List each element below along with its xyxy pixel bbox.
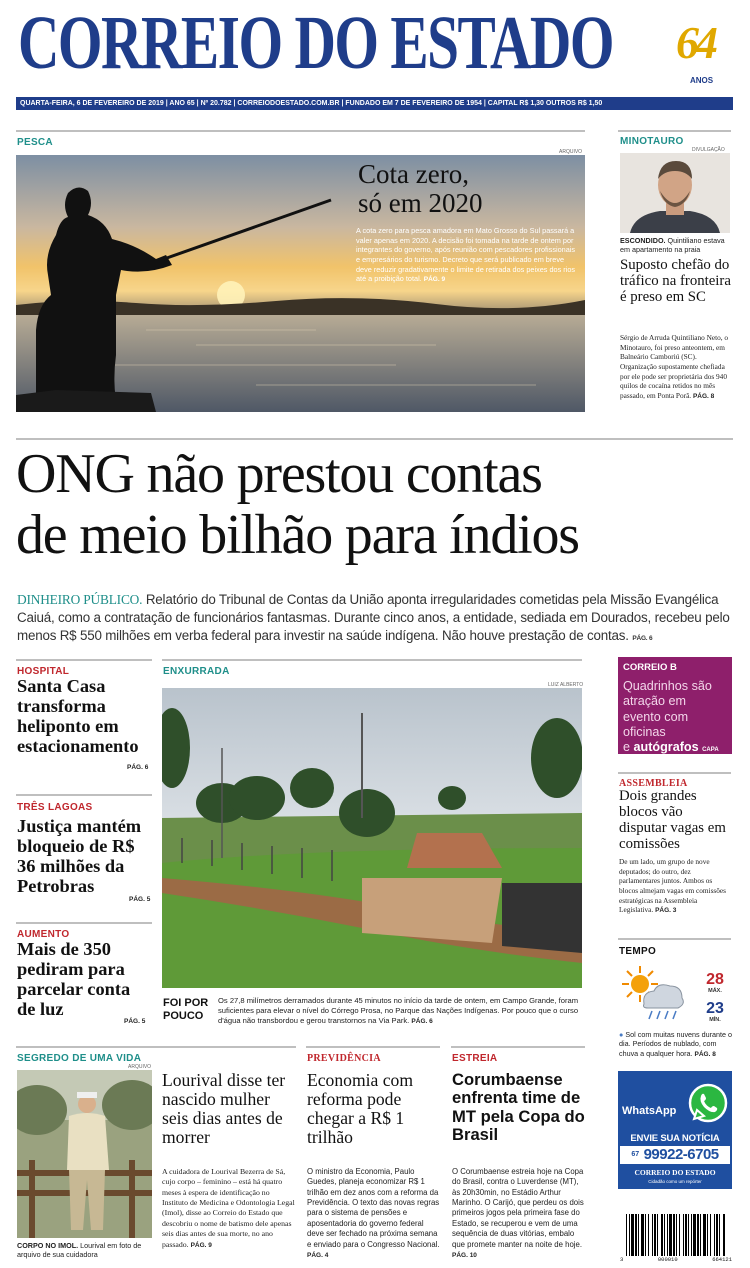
whatsapp-number: $^{67}$ 99922-6705 [620,1146,730,1164]
section-minotauro: MINOTAURO [620,136,684,147]
correio-b-page: CAPA [702,747,719,754]
section-estreia: ESTREIA [452,1053,498,1064]
whatsapp-brand: WhatsApp [622,1105,677,1117]
hospital-page: PÁG. 6 [127,764,149,771]
previdencia-page: PÁG. 4 [307,1251,329,1259]
section-hospital: HOSPITAL [17,666,70,677]
enxurrada-caption: Os 27,8 milímetros derramados durante 45 minutos no início da tarde de ontem, em Campo Grande, foram suficientes para elevar o nível do Córrego Prosa, no Parque das Nações Indígenas. Por pouco que o curso d'água não transbordou e gerou transtornos na Via Park. PÁG. 6 [218,996,579,1026]
aumento-headline[interactable]: Mais de 350 pediram para parcelar conta de luz [17,939,131,1019]
segredo-caption: CORPO NO IMOL. Lourival em foto de arquivo de sua cuidadora [17,1241,142,1260]
previdencia-headline[interactable]: Economia com reforma pode chegar a R$ 1 trilhão [307,1070,414,1147]
dateline-price: CAPITAL R$ 1,30 OUTROS R$ 1,50 [487,100,603,107]
correio-b-box[interactable] [618,657,732,754]
section-aumento: AUMENTO [17,929,70,940]
enxurrada-label: FOI POR POUCO [163,997,209,1023]
tres-lagoas-page: PÁG. 5 [129,896,151,903]
minotauro-headline[interactable]: Suposto chefão do tráfico na fronteira é preso em SC [620,257,731,305]
pesca-page: PÁG. 9 [423,276,446,284]
section-tres-lagoas: TRÊS LAGOAS [17,802,93,813]
minotauro-page: PÁG. 8 [692,392,715,400]
section-assembleia: ASSEMBLEIA [619,778,688,789]
correio-b-text: Quadrinhos são atração em evento com oficinas e autógrafos CAPA [623,679,719,755]
dateline-founded: FUNDADO EM 7 DE FEVEREIRO DE 1954 [345,100,482,107]
temp-max: 28 MÁX. [706,971,724,994]
barcode-digits-mid: 000010 [657,1256,678,1263]
segredo-photo-credit: ARQUIVO [128,1064,152,1070]
enxurrada-photo-credit: LUIZ ALBERTO [548,682,584,688]
estreia-body: O Corumbaense estreia hoje na Copa do Brasil, contra o Luverdense (MT), às 20h30min, no Estádio Arthur Marinho. O Carijó, que perdeu os dois primeiros jogos pela primeira fase do Estado, se recuperou e vem de uma sequência de duas vitórias, embalo que promete manter na noite de hoje. PÁG. 10 [452,1167,584,1259]
section-segredo: SEGREDO DE UMA VIDA [17,1053,142,1064]
dateline-date: QUARTA-FEIRA, 6 DE FEVEREIRO DE 2019 [20,100,164,107]
enxurrada-photo [162,688,582,988]
anniversary-number: 64 [676,17,714,68]
enxurrada-page: PÁG. 6 [411,1018,433,1026]
minotauro-photo-credit: DIVULGAÇÃO [692,147,725,153]
minotauro-caption: ESCONDIDO. Quintiliano estava em apartamento na praia [620,236,725,255]
barcode [620,1212,732,1264]
whatsapp-icon [688,1083,728,1123]
whatsapp-footer: CORREIO DO ESTADO [634,1168,716,1177]
section-tempo: TEMPO [619,946,657,957]
tempo-text: ● Sol com muitas nuvens durante o dia. Períodos de nublado, com chuva a qualquer hora. PÁG. 8 [619,1030,733,1058]
dateline-bar: QUARTA-FEIRA, 6 DE FEVEREIRO DE 2019 | ANO 65 | Nº 20.782 | CORREIODOESTADO.COM.BR | FUNDADO EM 7 DE FEVEREIRO DE 1954 | CAPITAL R$ 1,30 OUTROS R$ 1,50 [16,97,733,110]
dateline-year: ANO 65 [169,100,195,107]
segredo-body: A cuidadora de Lourival Bezerra de Sá, cujo corpo – feminino – está há quatro meses à espera de identificação no Instituto de Medicina e Odontologia Legal (Imol), disse ao Correio do Estado que descobriu o nome de batismo dele apenas seis dias antes de sua morte, no ano passado. PÁG. 9 [162,1167,295,1249]
estreia-headline[interactable]: Corumbaense enfrenta time de MT pela Copa do Brasil [452,1070,585,1144]
tres-lagoas-headline[interactable]: Justiça mantém bloqueio de R$ 36 milhões da Petrobras [17,816,142,896]
section-enxurrada: ENXURRADA [163,666,230,677]
barcode-digits-right: 664121 [712,1256,732,1263]
section-pesca: PESCA [17,137,53,148]
minotauro-photo [620,153,730,233]
anniversary-word: ANOS [690,76,714,85]
anniversary-logo [676,18,736,90]
pesca-photo-credit: ARQUIVO [559,149,583,155]
estreia-page: PÁG. 10 [452,1251,477,1259]
whatsapp-footer-small: Cidadão como um repórter [648,1179,702,1184]
weather-icon [620,964,686,1024]
main-page: PÁG. 6 [632,634,653,642]
barcode-digits-left: 3 [620,1256,624,1263]
main-kicker: DINHEIRO PÚBLICO. [17,592,143,607]
section-previdencia: PREVIDÊNCIA [307,1053,381,1064]
pesca-headline[interactable]: Cota zero, só em 2020 [358,159,483,219]
assembleia-body: De um lado, um grupo de nove deputados; do outro, dez parlamentares juntos. Ambos os blocos almejam vagas em comissões estratégicas na Assembleia Legislativa. PÁG. 3 [619,857,726,915]
segredo-photo [17,1070,152,1238]
dateline-site[interactable]: CORREIODOESTADO.COM.BR [237,100,340,107]
section-correio-b: CORREIO B [623,662,677,673]
tempo-page: PÁG. 8 [694,1050,716,1058]
previdencia-body: O ministro da Economia, Paulo Guedes, planeja economizar R$ 1 trilhão em dez anos com a reforma da Previdência. O texto das novas regras para o sistema de pensões e aposentadoria do governo federal deve ser fechado na próxima semana e enviado para o Congresso Nacional. PÁG. 4 [307,1167,440,1259]
segredo-headline[interactable]: Lourival disse ter nascido mulher seis dias antes de morrer [162,1070,286,1147]
minotauro-body: Sérgio de Arruda Quintiliano Neto, o Minotauro, foi preso anteontem, em Balneário Camboriú (SC). Organização supostamente chefiada por ele pode ser proprietária dos 940 quilos de cocaína retidos no mês passado, em Ponta Porã. PÁG. 8 [620,333,729,400]
dateline-issue: Nº 20.782 [200,100,232,107]
masthead-title: CORREIO DO ESTADO [18,1,613,85]
main-headline[interactable]: ONG não prestou contas de meio bilhão para índios [16,443,579,567]
aumento-page: PÁG. 5 [124,1018,146,1025]
segredo-page: PÁG. 9 [190,1241,212,1249]
temp-min: 23 MÍN. [706,1000,724,1023]
assembleia-headline[interactable]: Dois grandes blocos vão disputar vagas em comissões [619,788,726,852]
assembleia-page: PÁG. 3 [655,907,677,915]
whatsapp-cta: ENVIE SUA NOTÍCIA [630,1133,720,1144]
pesca-body: A cota zero para pesca amadora em Mato Grosso do Sul passará a valer apenas em 2020. A decisão foi tomada na tarde de ontem por integrantes do governo, após reunião com pescadores profissionais e empresários do turismo. Decreto que será publicado em breve deve reduzir gradativamente o limite de retirada dos peixes dos rios até a proibição total. PÁG. 9 [356,226,576,284]
main-lead: DINHEIRO PÚBLICO. Relatório do Tribunal de Contas da União aponta irregularidades cometidas pela Missão Evangélica Caiuá, como a contratação de funcionários fantasmas. Durante cinco anos, a entidade, sediada em Dourados, recebeu pelo menos R$ 550 milhões em verba federal para investir na saúde indígena. Não houve prestação de contas. PÁG. 6 [17,592,730,643]
hospital-headline[interactable]: Santa Casa transforma heliponto em estacionamento [17,676,139,756]
whatsapp-ad[interactable] [618,1071,732,1189]
